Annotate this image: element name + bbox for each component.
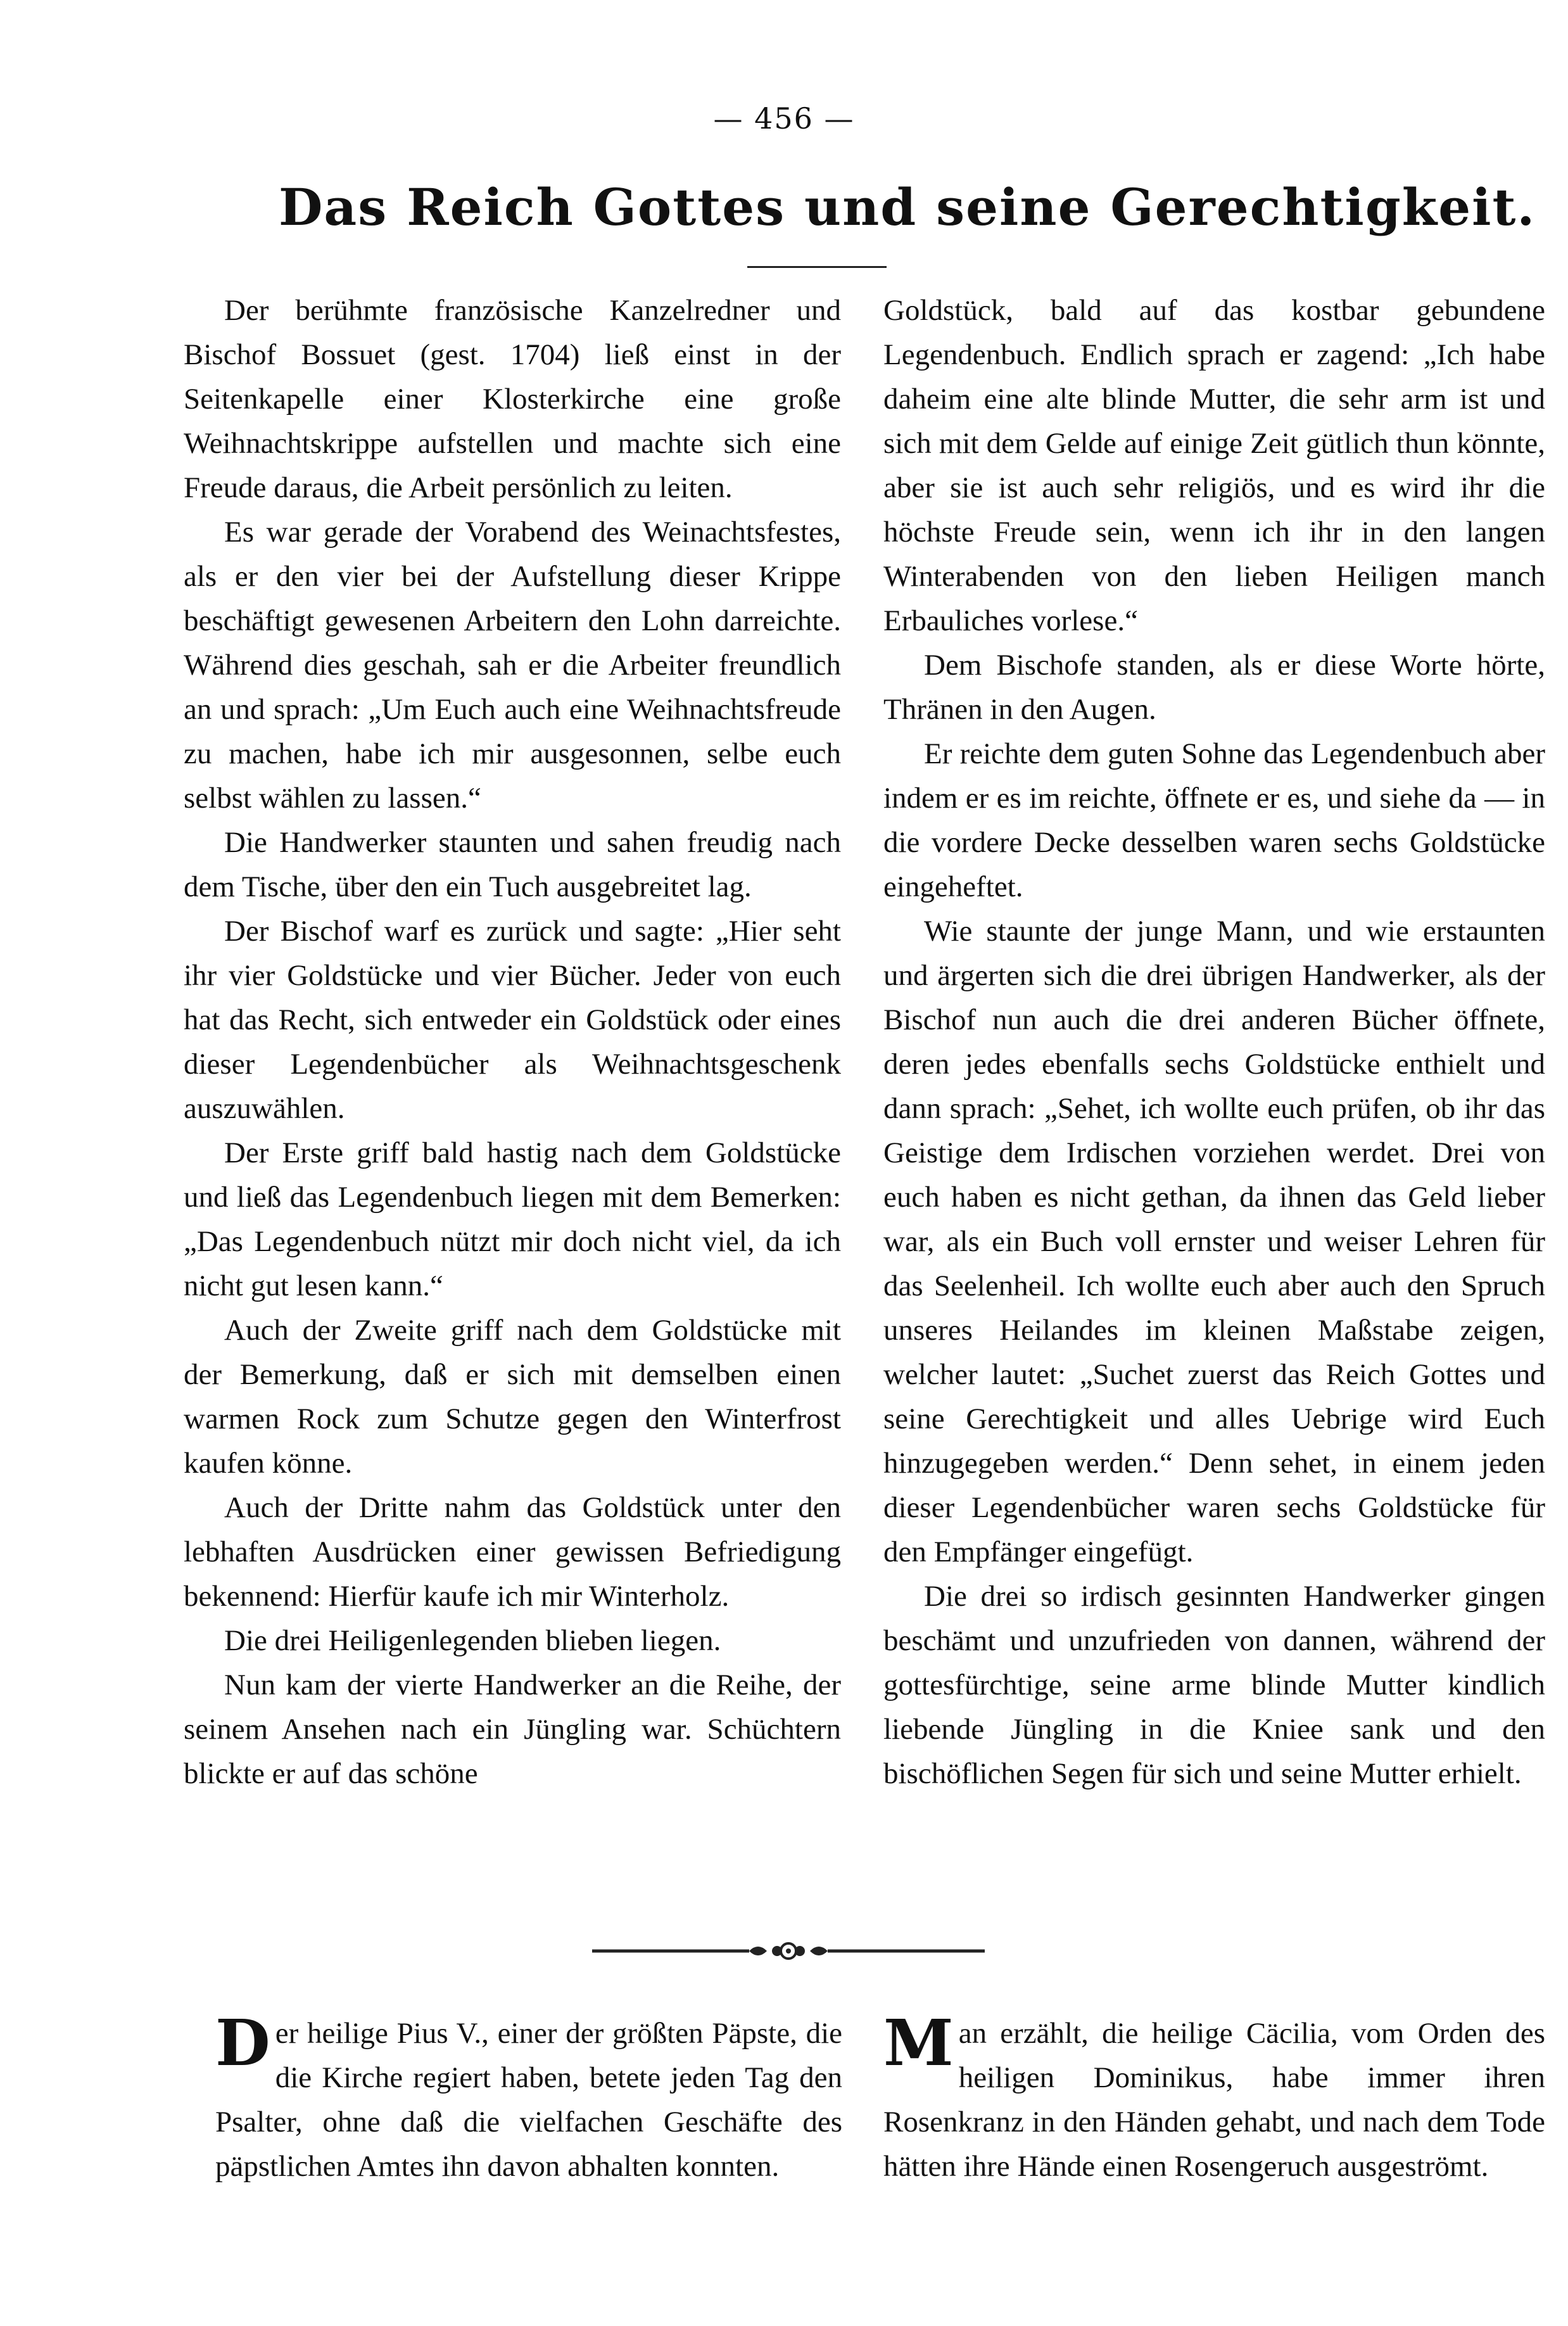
drop-cap: M: [883, 2005, 954, 2080]
paragraph: Wie staunte der junge Mann, und wie erstaunten und ärgerten sich die drei übrigen Handwerker, als der Bischof nun auch die drei anderen Bücher öffnete, deren jedes ebenfalls sechs Goldstücke enthielt und dann sprach: „Sehet, ich wollte euch prüfen, ob ihr das Geistige dem Irdischen vorziehen werdet. Drei von euch haben es nicht gethan, da ihnen das Geld lieber war, als ein Buch voll ernster und weiser Lehren für das Seelenheil. Ich wollte euch aber auch den Spruch unseres Heilandes im kleinen Maßstabe zeigen, welcher lautet: „Suchet zuerst das Reich Gottes und seine Gerechtigkeit und alles Uebrige wird Euch hinzugegeben werden.“ Denn sehet, in einem jeden dieser Legendenbücher waren sechs Goldstücke für den Empfänger eingefügt.: [883, 915, 1545, 1568]
article-title: Das Reich Gottes und seine Gerechtigkeit.: [279, 177, 1536, 237]
paragraph: Die Handwerker staunten und sahen freudig nach dem Tische, über den ein Tuch ausgebreitet lag.: [184, 826, 841, 903]
anecdote-text: an erzählt, die heilige Cäcilia, vom Orden des heiligen Dominikus, habe immer ihren Rosenkranz in den Händen gehabt, und nach dem Tode hätten ihre Hände einen Rosengeruch ausgeströmt.: [883, 2017, 1545, 2183]
anecdote-text: er heilige Pius V., einer der größten Päpste, die die Kirche regiert haben, betete jeden Tag den Psalter, ohne daß die vielfachen Geschäfte des päpstlichen Amtes ihn davon abhalten konnten.: [215, 2017, 842, 2183]
paragraph: Die drei so irdisch gesinnten Handwerker gingen beschämt und unzufrieden von dannen, während der gottesfürchtige, seine arme blinde Mutter kindlich liebende Jüngling in die Kniee sank und den bischöflichen Segen für sich und seine Mutter erhielt.: [883, 1580, 1545, 1790]
paragraph: Der Erste griff bald hastig nach dem Goldstücke und ließ das Legendenbuch liegen mit dem Bemerken: „Das Legendenbuch nützt mir doch nicht viel, da ich nicht gut lesen kann.“: [184, 1136, 841, 1302]
paragraph: Der Bischof warf es zurück und sagte: „Hier seht ihr vier Goldstücke und vier Bücher. Jeder von euch hat das Recht, sich entweder ein Goldstück oder eines dieser Legendenbücher als Weihnachtsgeschenk auszuwählen.: [184, 915, 841, 1125]
paragraph-continuation: Goldstück, bald auf das kostbar gebundene Legendenbuch. Endlich sprach er zagend: „Ich habe daheim eine alte blinde Mutter, die sehr arm ist und sich mit dem Gelde auf einige Zeit gütlich thun könnte, aber sie ist auch sehr religiös, und es wird ihr die höchste Freude sein, wenn ich ihr in den langen Winterabenden von den lieben Heiligen manch Erbauliches vorlese.“: [883, 294, 1545, 637]
paragraph: Er reichte dem guten Sohne das Legendenbuch aber indem er es im reichte, öffnete er es, und siehe da — in die vordere Decke desselben waren sechs Goldstücke eingeheftet.: [883, 737, 1545, 903]
paragraph: Nun kam der vierte Handwerker an die Reihe, der seinem Ansehen nach ein Jüngling war. Schüchtern blickte er auf das schöne: [184, 1668, 841, 1790]
paragraph: Auch der Dritte nahm das Goldstück unter den lebhaften Ausdrücken einer gewissen Befriedigung bekennend: Hierfür kaufe ich mir Winterholz.: [184, 1491, 841, 1613]
paragraph: Dem Bischofe standen, als er diese Worte hörte, Thränen in den Augen.: [883, 649, 1545, 726]
paragraph: Es war gerade der Vorabend des Weinachtsfestes, als er den vier bei der Aufstellung dieser Krippe beschäftigt gewesenen Arbeitern den Lohn darreichte. Während dies geschah, sah er die Arbeiter freundlich an und sprach: „Um Euch auch eine Weihnachtsfreude zu machen, habe ich mir ausgesonnen, selbe euch selbst wählen zu lassen.“: [184, 516, 841, 815]
paragraph: Auch der Zweite griff nach dem Goldstücke mit der Bemerkung, daß er sich mit demselben einen warmen Rock zum Schutze gegen den Winterfrost kaufen könne.: [184, 1314, 841, 1480]
ornamental-divider: [592, 1938, 985, 1964]
paragraph: Die drei Heiligenlegenden blieben liegen.: [224, 1624, 721, 1657]
anecdote-pius: [215, 2005, 842, 2189]
page-number: — 456 —: [713, 101, 855, 136]
drop-cap: D: [215, 2005, 270, 2080]
left-text-column: [184, 288, 841, 1796]
right-text-column: [883, 288, 1545, 1796]
title-divider: [747, 266, 887, 268]
anecdote-caecilia: [883, 2005, 1545, 2189]
paragraph: Der berühmte französische Kanzelredner und Bischof Bossuet (gest. 1704) ließ einst in der Seitenkapelle einer Klosterkirche eine große Weihnachtskrippe aufstellen und machte sich eine Freude daraus, die Arbeit persönlich zu leiten.: [184, 294, 841, 504]
